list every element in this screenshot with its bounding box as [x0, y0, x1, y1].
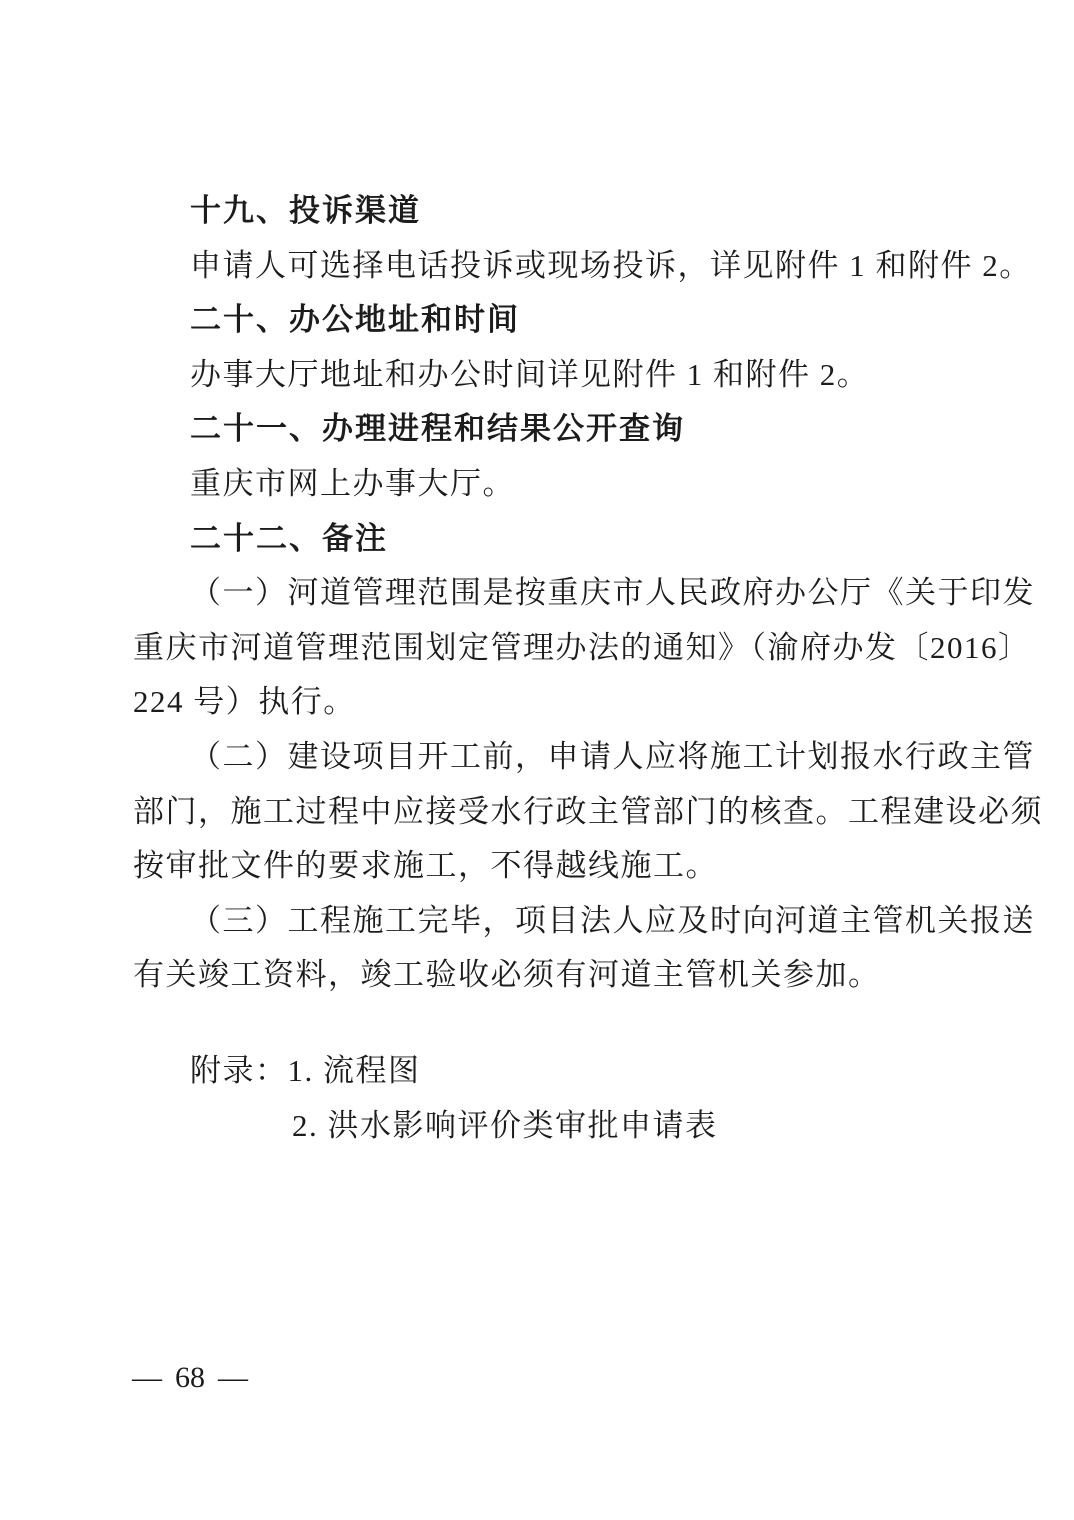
- text-line: 附录：1. 流程图: [190, 1052, 421, 1088]
- footer-dash-right: —: [218, 1361, 248, 1394]
- section-heading: 二十、办公地址和时间: [190, 302, 520, 338]
- text-line: 224 号）执行。: [133, 684, 356, 720]
- text-line: 重庆市河道管理范围划定管理办法的通知》（渝府办发〔2016〕: [133, 629, 1031, 665]
- document-content: [133, 184, 1043, 1153]
- page-footer: [132, 1358, 248, 1398]
- text-line: 按审批文件的要求施工，不得越线施工。: [133, 848, 718, 884]
- footer-dash-left: —: [132, 1361, 162, 1394]
- text-line: （二）建设项目开工前，申请人应将施工计划报水行政主管: [190, 738, 1035, 774]
- text-line: 部门，施工过程中应接受水行政主管部门的核查。工程建设必须: [133, 793, 1043, 829]
- text-line: （三）工程施工完毕，项目法人应及时向河道主管机关报送: [190, 902, 1035, 938]
- section-heading: 二十二、备注: [190, 520, 388, 556]
- text-line: 办事大厅地址和办公时间详见附件 1 和附件 2。: [190, 356, 870, 392]
- section-heading: 十九、投诉渠道: [190, 193, 421, 228]
- text-line: 重庆市网上办事大厅。: [190, 465, 515, 501]
- text-line: 2. 洪水影响评价类审批申请表: [292, 1107, 718, 1143]
- text-line: 申请人可选择电话投诉或现场投诉，详见附件 1 和附件 2。: [190, 247, 1032, 283]
- section-heading: 二十一、办理进程和结果公开查询: [190, 411, 685, 447]
- text-line: 有关竣工资料，竣工验收必须有河道主管机关参加。: [133, 957, 881, 993]
- text-line: （一）河道管理范围是按重庆市人民政府办公厅《关于印发: [190, 575, 1035, 611]
- line-spacer: [133, 1003, 948, 1044]
- page-number: 68: [175, 1361, 205, 1394]
